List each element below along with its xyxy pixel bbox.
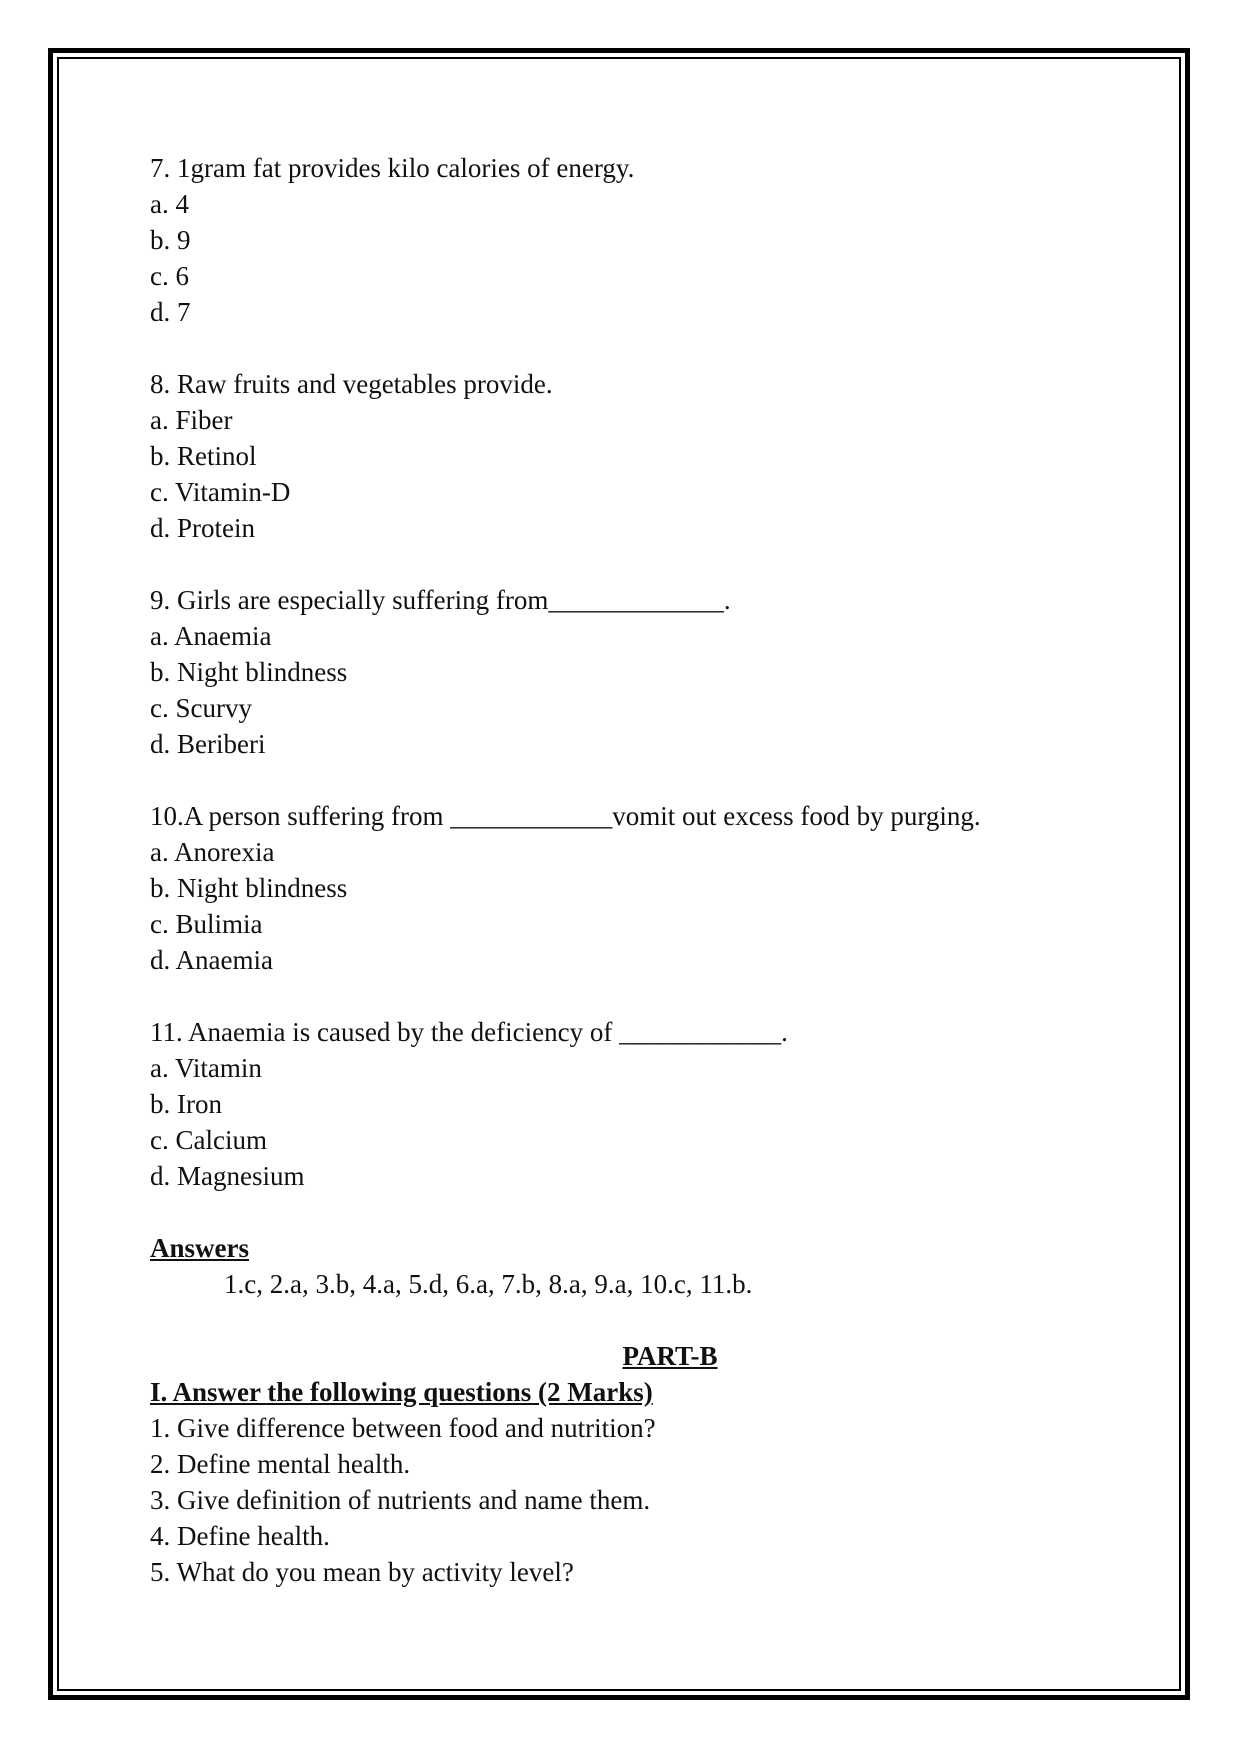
option-d: d. Protein — [150, 513, 255, 543]
mcq-question-11 — [150, 1014, 1100, 1194]
mcq-question-10 — [150, 798, 1100, 978]
option-b: b. Night blindness — [150, 657, 348, 687]
mcq-question-8 — [150, 366, 1100, 546]
option-c: c. Calcium — [150, 1125, 267, 1155]
part-b-question-4: 4. Define health. — [150, 1521, 330, 1551]
option-b: b. 9 — [150, 225, 191, 255]
option-b: b. Retinol — [150, 441, 257, 471]
mcq-question-9 — [150, 582, 1100, 762]
option-c: c. 6 — [150, 261, 189, 291]
part-b-title: PART-B — [622, 1341, 718, 1371]
option-b: b. Night blindness — [150, 873, 348, 903]
option-a: a. 4 — [150, 189, 189, 219]
answers-key: 1.c, 2.a, 3.b, 4.a, 5.d, 6.a, 7.b, 8.a, 9.a, 10.c, 11.b. — [224, 1269, 753, 1299]
option-a: a. Fiber — [150, 405, 233, 435]
option-d: d. Beriberi — [150, 729, 266, 759]
option-c: c. Vitamin-D — [150, 477, 291, 507]
answers-heading: Answers — [150, 1233, 249, 1263]
option-d: d. 7 — [150, 297, 191, 327]
option-a: a. Anorexia — [150, 837, 275, 867]
option-a: a. Anaemia — [150, 621, 272, 651]
option-c: c. Bulimia — [150, 909, 263, 939]
option-a: a. Vitamin — [150, 1053, 262, 1083]
question-text: 8. Raw fruits and vegetables provide. — [150, 369, 553, 399]
part-b-question-1: 1. Give difference between food and nutrition? — [150, 1413, 656, 1443]
option-b: b. Iron — [150, 1089, 222, 1119]
part-b-question-5: 5. What do you mean by activity level? — [150, 1557, 574, 1587]
option-d: d. Anaemia — [150, 945, 273, 975]
option-d: d. Magnesium — [150, 1161, 305, 1191]
part-b-question-3: 3. Give definition of nutrients and name them. — [150, 1485, 651, 1515]
question-text: 10.A person suffering from ____________vomit out excess food by purging. — [150, 801, 981, 831]
mcq-question-7 — [150, 150, 1100, 330]
document-body — [150, 150, 1100, 1590]
question-text: 11. Anaemia is caused by the deficiency of ____________. — [150, 1017, 788, 1047]
question-text: 9. Girls are especially suffering from_____________. — [150, 585, 731, 615]
question-text: 7. 1gram fat provides kilo calories of energy. — [150, 153, 635, 183]
option-c: c. Scurvy — [150, 693, 252, 723]
part-b-section-heading: I. Answer the following questions (2 Marks) — [150, 1377, 653, 1407]
part-b-question-2: 2. Define mental health. — [150, 1449, 411, 1479]
